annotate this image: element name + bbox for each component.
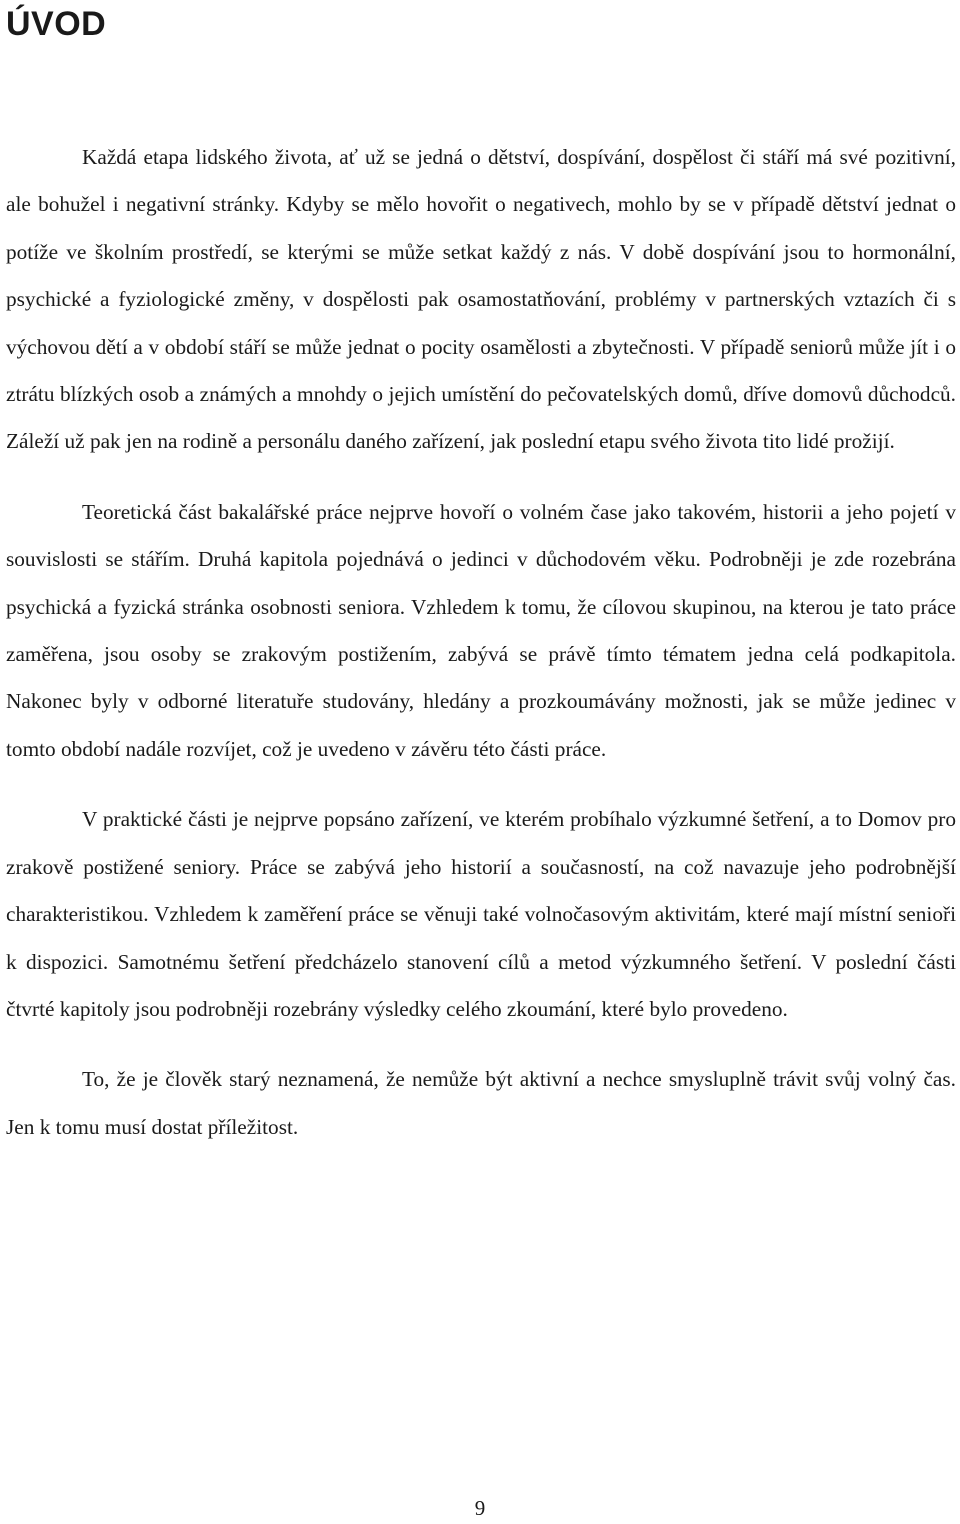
paragraph-2: Teoretická část bakalářské práce nejprve hovoří o volném čase jako takovém, historii a jeho pojetí v souvislosti se stářím. Druhá kapitola pojednává o jedinci v důchodovém věku. Podrobněji je zde rozebrána psychická a fyzická stránka osobnosti seniora. Vzhledem k tomu, že cílovou skupinou, na kterou je tato práce zaměřena, jsou osoby se zrakovým postižením, zabývá se právě tímto tématem jedna celá podkapitola. Nakonec byly v odborné literatuře studovány, hledány a prozkoumávány možnosti, jak se může jedinec v tomto období nadále rozvíjet, což je uvedeno v závěru této části práce. xyxy=(6,499,956,761)
paragraph-3: V praktické části je nejprve popsáno zařízení, ve kterém probíhalo výzkumné šetření, a to Domov pro zrakově postižené seniory. Práce se zabývá jeho historií a současností, na což navazuje jeho podrobnější charakteristikou. Vzhledem k zaměření práce se věnuji také volnočasovým aktivitám, které mají místní senioři k dispozici. Samotnému šetření předcházelo stanovení cílů a metod výzkumného šetření. V poslední části čtvrté kapitoly jsou podrobněji rozebrány výsledky celého zkoumání, které bylo provedeno. xyxy=(6,807,956,1021)
body-text xyxy=(6,134,956,1174)
paragraph-4: To, že je člověk starý neznamená, že nemůže být aktivní a nechce smysluplně trávit svůj volný čas. Jen k tomu musí dostat příležitost. xyxy=(6,1067,956,1139)
paragraph-1: Každá etapa lidského života, ať už se jedná o dětství, dospívání, dospělost či stáří má své pozitivní, ale bohužel i negativní stránky. Kdyby se mělo hovořit o negativech, mohlo by se v případě dětství jednat o potíže ve školním prostředí, se kterými se může setkat každý z nás. V době dospívání jsou to hormonální, psychické a fyziologické změny, v dospělosti pak osamostatňování, problémy v partnerských vztazích či s výchovou dětí a v období stáří se může jednat o pocity osamělosti a zbytečnosti. V případě seniorů může jít i o ztrátu blízkých osob a známých a mnohdy o jejich umístění do pečovatelských domů, dříve domovů důchodců. Záleží už pak jen na rodině a personálu daného zařízení, jak poslední etapu svého života tito lidé prožijí. xyxy=(6,145,956,454)
chapter-heading: ÚVOD xyxy=(6,5,107,43)
page-number: 9 xyxy=(474,1496,486,1520)
